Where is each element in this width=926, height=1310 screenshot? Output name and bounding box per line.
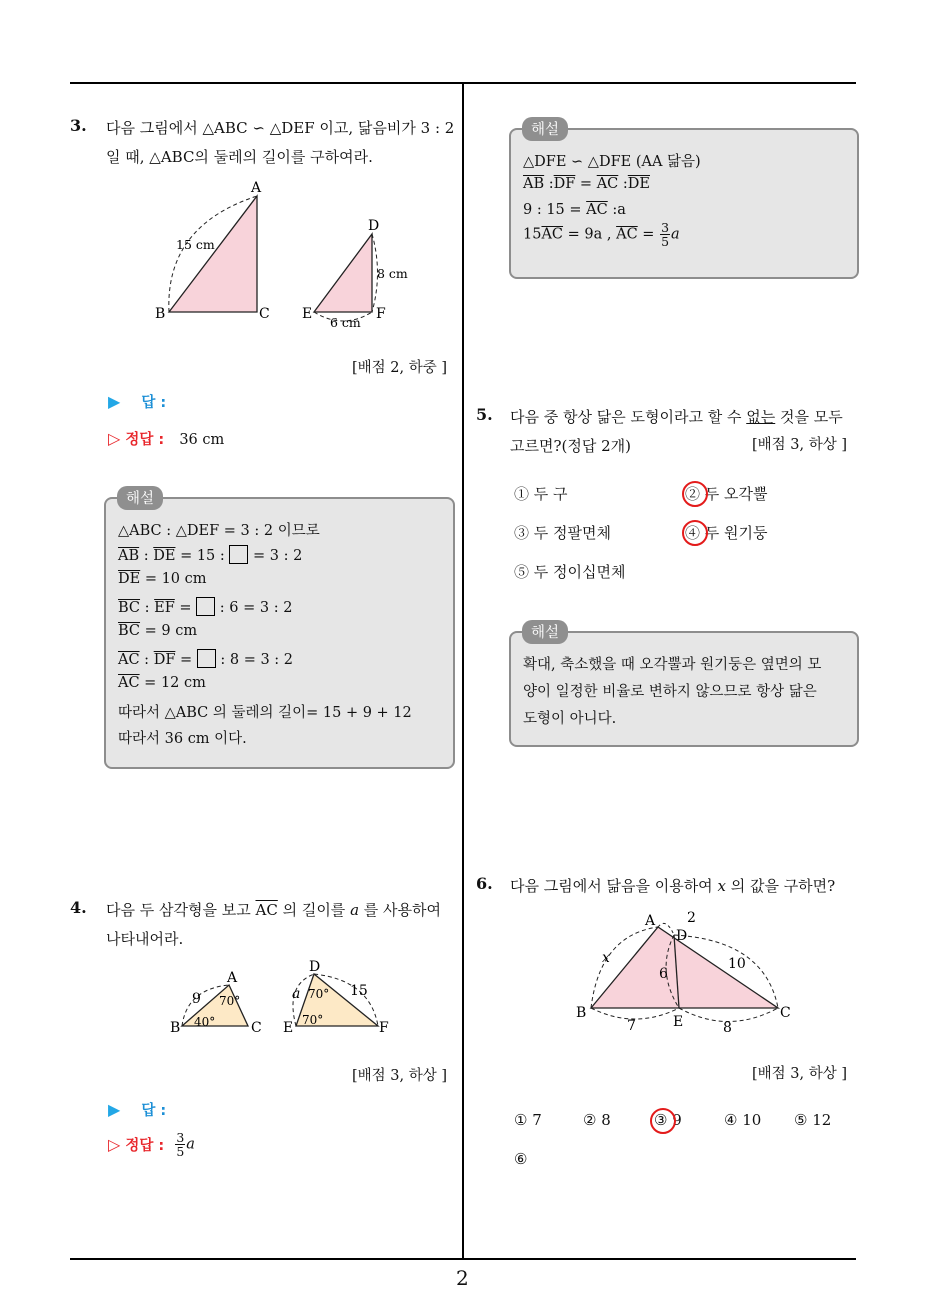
question-number: 3. bbox=[70, 116, 87, 135]
label-ef: 6 cm bbox=[330, 315, 361, 330]
label-c: C bbox=[780, 1005, 791, 1021]
question-text: 다음 두 삼각형을 보고 $\overline{AC}$ 의 길이를 a 를 사용하여 나타내어라. bbox=[106, 901, 442, 948]
label-angle-a: 70° bbox=[219, 994, 241, 1008]
triangle-abc bbox=[169, 196, 257, 312]
label-f: F bbox=[376, 306, 386, 322]
label-a: A bbox=[227, 970, 238, 986]
option-6[interactable]: ⑥ bbox=[514, 1150, 528, 1168]
answer-row bbox=[108, 391, 166, 412]
exp-line: △DFE ∽ △DFE (AA 닮음) bbox=[523, 154, 701, 170]
label-ab: 15 cm bbox=[176, 237, 215, 252]
option-4[interactable]: ④ 10 bbox=[724, 1111, 762, 1129]
exp-line: $\overline{AC}$ : $\overline{DF}$ = : 8 = 3 : 2 bbox=[118, 649, 293, 668]
triangle-def bbox=[314, 234, 372, 312]
label-ec: 8 bbox=[723, 1020, 732, 1035]
label-c: C bbox=[259, 306, 270, 322]
explanation-tag: 해설 bbox=[522, 117, 568, 141]
label-a: A bbox=[251, 180, 262, 196]
answer-circle-mark bbox=[682, 481, 708, 507]
answer-label: 답 : bbox=[141, 1103, 167, 1119]
column-divider bbox=[462, 82, 464, 1260]
exp-line: 양이 일정한 비율로 변하지 않으므로 항상 닮은 bbox=[523, 684, 817, 700]
label-b: B bbox=[576, 1005, 587, 1021]
correct-answer-row bbox=[108, 428, 224, 449]
option-5[interactable]: ⑤ 12 bbox=[794, 1111, 832, 1129]
option-2[interactable]: ② 두 오각뿔 bbox=[685, 485, 768, 503]
question-number: 6. bbox=[476, 874, 493, 893]
label-e: E bbox=[283, 1020, 294, 1036]
label-b: B bbox=[155, 306, 166, 322]
play-icon: ▶ bbox=[108, 1100, 121, 1119]
outline-play-icon: ▷ bbox=[108, 429, 121, 448]
label-d: D bbox=[676, 928, 688, 944]
label-angle-d: 70° bbox=[308, 987, 330, 1001]
fraction: $\frac{3}{5}$ bbox=[176, 1130, 185, 1159]
q6-figure bbox=[570, 905, 800, 1035]
correct-label: 정답 : bbox=[125, 432, 165, 448]
exp-line: $\overline{BC}$ : $\overline{EF}$ = : 6 = 3 : 2 bbox=[118, 597, 292, 616]
explanation-tag: 해설 bbox=[117, 486, 163, 510]
label-x: x bbox=[602, 950, 610, 966]
label-df: 8 cm bbox=[377, 266, 408, 281]
score: [배점 3, 하상 ] bbox=[752, 437, 848, 453]
option-2[interactable]: ② 8 bbox=[583, 1111, 611, 1129]
label-d: D bbox=[368, 218, 380, 234]
option-1[interactable]: ① 7 bbox=[514, 1111, 542, 1129]
label-ad: 2 bbox=[687, 910, 696, 926]
exp-line: 9 : $15 = \overline{AC}$ :a bbox=[523, 202, 626, 218]
question-number: 5. bbox=[476, 405, 493, 424]
exp-line: 확대, 축소했을 때 오각뿔과 원기둥은 옆면의 모 bbox=[523, 657, 822, 673]
correct-label: 정답 : bbox=[125, 1138, 165, 1154]
explanation-box-q5 bbox=[509, 625, 859, 747]
option-1[interactable]: ① 두 구 bbox=[514, 485, 568, 503]
exp-line: 따라서 △ABC 의 둘레의 길이= 15 + 9 + 12 bbox=[118, 705, 412, 721]
question-text: 다음 중 항상 닮은 도형이라고 할 수 없는 것을 모두 고르면?(정답 2개) bbox=[510, 408, 843, 455]
answer-circle-mark bbox=[650, 1108, 676, 1134]
option-4[interactable]: ④ 두 원기둥 bbox=[685, 524, 768, 542]
exp-line: $\overline{AC} = 12$ cm bbox=[118, 675, 206, 691]
play-icon: ▶ bbox=[108, 392, 121, 411]
score: [배점 3, 하상 ] bbox=[352, 1068, 448, 1084]
bottom-rule bbox=[70, 1258, 856, 1260]
fraction: $\frac{3}{5}$ bbox=[661, 220, 670, 249]
label-c: C bbox=[251, 1020, 262, 1036]
exp-line: $\overline{AB}$ : $\overline{DE} = 15$ : = 3 : 2 bbox=[118, 545, 302, 564]
exp-line: $15\overline{AC} = 9a$ , $\overline{AC}$ = $\frac{3}{5}$ a bbox=[523, 220, 680, 249]
exp-line: 따라서 36 cm 이다. bbox=[118, 731, 247, 747]
label-f: F bbox=[379, 1020, 389, 1036]
q4-figure bbox=[165, 955, 400, 1040]
label-dc: 10 bbox=[728, 956, 746, 972]
option-3[interactable]: ③ 9 bbox=[654, 1111, 682, 1129]
question-number: 4. bbox=[70, 898, 87, 917]
label-a-var: a bbox=[292, 986, 301, 1002]
label-angle-b: 40° bbox=[194, 1015, 216, 1029]
page-number: 2 bbox=[456, 1266, 469, 1290]
label-d: D bbox=[309, 959, 321, 975]
label-a: A bbox=[645, 913, 656, 929]
correct-answer-row: ▷ 정답 : $\frac{3}{5}$ a bbox=[108, 1130, 195, 1159]
label-angle-e: 70° bbox=[302, 1013, 324, 1027]
label-b: B bbox=[170, 1020, 181, 1036]
explanation-box-q4 bbox=[509, 122, 859, 279]
answer-label: 답 : bbox=[141, 395, 167, 411]
question-text: 다음 그림에서 △ABC ∽ △DEF 이고, 닮음비가 3 : 2 일 때, △ABC의 둘레의 길이를 구하여라. bbox=[106, 119, 455, 166]
answer-row bbox=[108, 1099, 166, 1120]
label-de: 6 bbox=[659, 966, 668, 982]
label-e: E bbox=[302, 306, 313, 322]
label-e: E bbox=[673, 1014, 684, 1030]
option-3[interactable]: ③ 두 정팔면체 bbox=[514, 524, 611, 542]
exp-line: $\overline{AB}$ $:\overline{DF} = \overline{AC}$ $:\overline{DE}$ bbox=[523, 176, 650, 192]
outline-play-icon: ▷ bbox=[108, 1135, 121, 1154]
blank-box bbox=[229, 545, 248, 564]
explanation-box bbox=[104, 491, 455, 769]
exp-line: 도형이 아니다. bbox=[523, 711, 617, 727]
label-be: 7 bbox=[627, 1018, 636, 1034]
exp-line: $\overline{DE} = 10$ cm bbox=[118, 571, 207, 587]
answer-circle-mark bbox=[682, 520, 708, 546]
correct-value: 36 cm bbox=[179, 432, 225, 448]
exp-line: $\overline{BC} = 9$ cm bbox=[118, 623, 198, 639]
score: [배점 3, 하상 ] bbox=[752, 1066, 848, 1082]
option-5[interactable]: ⑤ 두 정이십면체 bbox=[514, 563, 626, 581]
score: [배점 2, 하중 ] bbox=[352, 360, 448, 376]
question-text: 다음 그림에서 닮음을 이용하여 x 의 값을 구하면? bbox=[510, 877, 836, 895]
blank-box bbox=[197, 649, 216, 668]
exp-line: △ABC : △DEF = 3 : 2 이므로 bbox=[118, 523, 320, 539]
label-df: 15 bbox=[350, 983, 368, 999]
q3-figure bbox=[140, 178, 420, 338]
label-ab: 9 bbox=[192, 991, 201, 1007]
explanation-tag: 해설 bbox=[522, 620, 568, 644]
blank-box bbox=[196, 597, 215, 616]
